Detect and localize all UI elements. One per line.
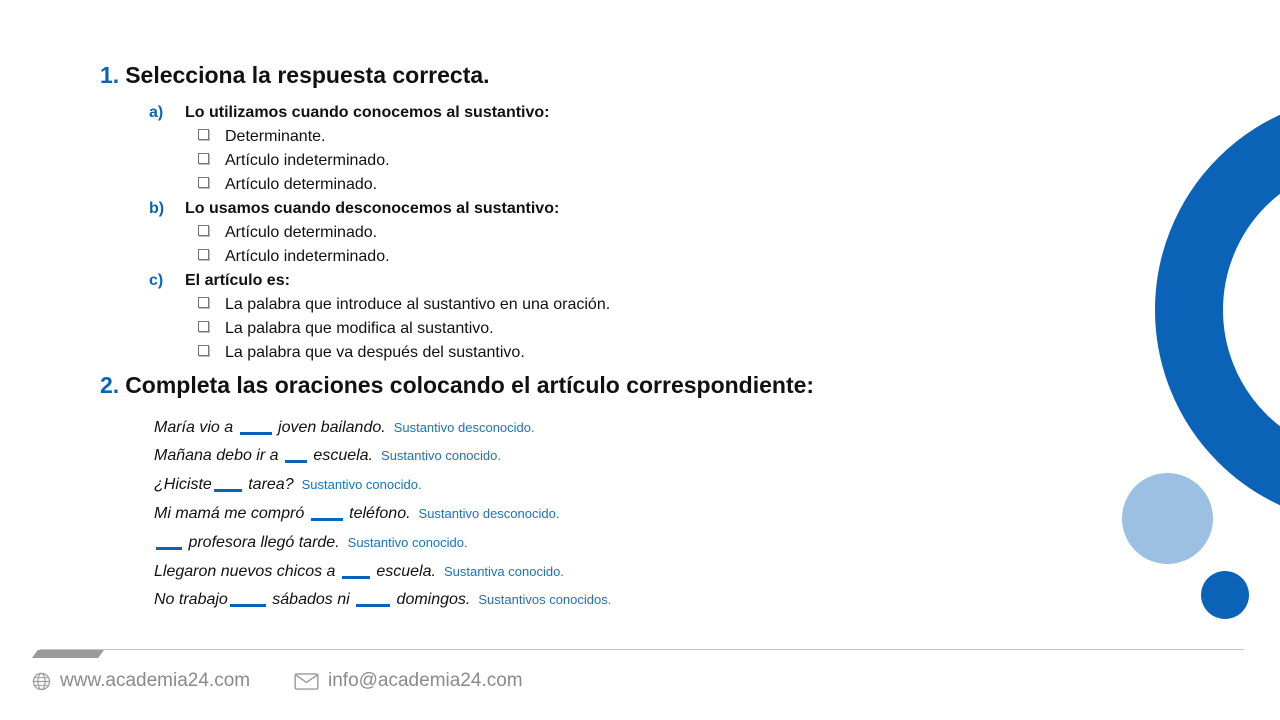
website-link[interactable]: www.academia24.com (60, 670, 251, 691)
sentence-text: escuela. (371, 563, 436, 580)
sentence-hint: Sustantivo conocido. (347, 535, 468, 550)
sentence-text: María vio a (154, 419, 238, 436)
checkbox-icon[interactable] (198, 321, 209, 332)
option-label: Artículo indeterminado. (225, 152, 390, 169)
section1-heading (100, 62, 490, 89)
answer-blank[interactable] (285, 460, 307, 463)
footer-website[interactable] (32, 670, 250, 692)
email-link[interactable]: info@academia24.com (328, 670, 523, 691)
sentence-hint: Sustantiva conocido. (443, 564, 564, 579)
footer-divider (40, 649, 1244, 650)
sentence-text: No trabajo (154, 591, 228, 608)
sentence-text: tarea? (243, 476, 294, 493)
option-a-3[interactable] (198, 176, 377, 194)
sentence-6 (154, 563, 564, 581)
answer-blank[interactable] (156, 547, 182, 550)
section2-heading (100, 372, 814, 399)
option-label: La palabra que introduce al sustantivo en una oración. (225, 296, 611, 313)
option-label: Artículo determinado. (225, 224, 378, 241)
sentence-hint: Sustantivo conocido. (301, 477, 422, 492)
option-label: Artículo determinado. (225, 176, 378, 193)
answer-blank[interactable] (356, 604, 390, 607)
sentence-text: joven bailando. (273, 419, 386, 436)
option-b-1[interactable] (198, 224, 377, 242)
sentence-text: Llegaron nuevos chicos a (154, 563, 340, 580)
sentence-4 (154, 505, 559, 523)
option-a-1[interactable] (198, 128, 326, 146)
question-a-letter: a) (149, 104, 164, 121)
option-label: Artículo indeterminado. (225, 248, 390, 265)
question-c (149, 272, 290, 290)
checkbox-icon[interactable] (198, 249, 209, 260)
decorative-circle-light (1122, 473, 1213, 564)
answer-blank[interactable] (342, 576, 370, 579)
sentence-hint: Sustantivo conocido. (381, 448, 501, 463)
answer-blank[interactable] (311, 518, 343, 521)
question-a (149, 104, 550, 122)
option-b-2[interactable] (198, 248, 390, 266)
section1-title: Selecciona la respuesta correcta. (125, 62, 490, 88)
checkbox-icon[interactable] (198, 177, 209, 188)
sentence-hint: Sustantivos conocidos. (478, 592, 612, 607)
question-b-text: Lo usamos cuando desconocemos al sustantivo: (185, 200, 560, 217)
checkbox-icon[interactable] (198, 129, 209, 140)
sentence-hint: Sustantivo desconocido. (418, 506, 560, 521)
sentence-text: Mi mamá me compró (154, 505, 309, 522)
option-label: Determinante. (225, 128, 326, 145)
globe-icon (32, 672, 51, 691)
answer-blank[interactable] (240, 432, 272, 435)
section2-number: 2. (100, 372, 120, 398)
sentence-text: profesora llegó tarde. (184, 534, 340, 551)
answer-blank[interactable] (214, 489, 242, 492)
sentence-text: domingos. (392, 591, 471, 608)
question-c-letter: c) (149, 272, 164, 289)
question-b (149, 200, 559, 218)
sentence-5 (154, 534, 468, 552)
question-a-text: Lo utilizamos cuando conocemos al sustantivo: (185, 104, 550, 121)
sentence-text: sábados ni (267, 591, 355, 608)
option-c-1[interactable] (198, 296, 610, 314)
sentence-text: Mañana debo ir a (154, 447, 283, 464)
answer-blank[interactable] (230, 604, 266, 607)
sentence-3 (154, 476, 422, 494)
checkbox-icon[interactable] (198, 345, 209, 356)
checkbox-icon[interactable] (198, 153, 209, 164)
sentence-text: ¿Hiciste (154, 476, 212, 493)
sentence-text: teléfono. (344, 505, 411, 522)
decorative-ring (1155, 95, 1280, 525)
sentence-2 (154, 447, 501, 465)
question-b-letter: b) (149, 200, 165, 217)
option-label: La palabra que va después del sustantivo. (225, 344, 525, 361)
option-c-2[interactable] (198, 320, 494, 338)
checkbox-icon[interactable] (198, 297, 209, 308)
decorative-circle-dark (1201, 571, 1249, 619)
option-c-3[interactable] (198, 344, 525, 362)
sentence-7 (154, 591, 611, 609)
footer-email[interactable] (294, 670, 523, 692)
section2-title: Completa las oraciones colocando el artículo correspondiente: (125, 372, 815, 398)
option-a-2[interactable] (198, 152, 390, 170)
option-label: La palabra que modifica al sustantivo. (225, 320, 494, 337)
sentence-hint: Sustantivo desconocido. (393, 420, 535, 435)
section1-number: 1. (100, 62, 120, 88)
checkbox-icon[interactable] (198, 225, 209, 236)
footer-accent-tab (32, 650, 104, 658)
question-c-text: El artículo es: (185, 272, 290, 289)
mail-icon (294, 673, 319, 690)
sentence-1 (154, 419, 535, 437)
sentence-text: escuela. (308, 447, 374, 464)
